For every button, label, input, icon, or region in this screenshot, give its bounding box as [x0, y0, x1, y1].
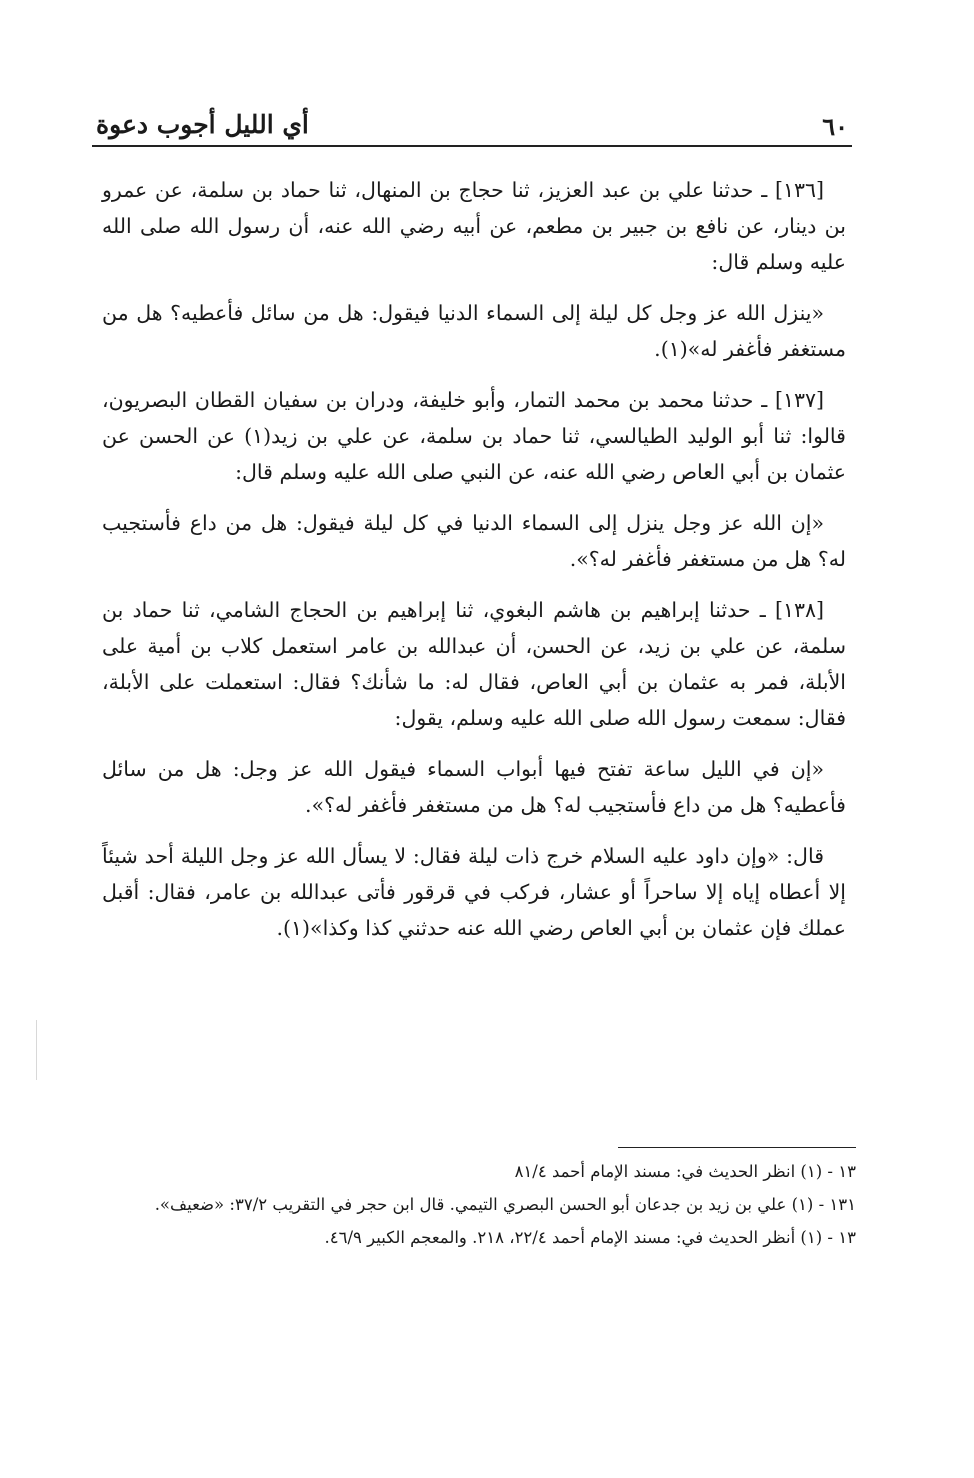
hadith-138-continuation: قال: «وإن داود عليه السلام خرج ذات ليلة فقال: لا يسأل الله عز وجل الليلة أحد شيئاً إلا أعطاه إياه إلا ساحراً أو عشار، فركب في قرقور فأتى عبدالله بن عامر، فقال: أقبل عملك فإن عثمان بن أبي العاص رضي الله عنه حدثني كذا وكذا»(١).	[102, 844, 846, 940]
hadith-136-matn: «ينزل الله عز وجل كل ليلة إلى السماء الدنيا فيقول: هل من سائل فأعطيه؟ هل من مستغفر فأغفر له»(١).	[102, 301, 846, 361]
scan-margin-mark	[36, 1020, 37, 1080]
hadith-137-isnad: [١٣٧] ـ حدثنا محمد بن محمد التمار، وأبو خليفة، ودران بن سفيان القطان البصريون، قالوا: ثنا أبو الوليد الطيالسي، ثنا حماد بن سلمة، عن علي بن زيد(١) عن الحسن عن عثمان بن أبي العاص رضي الله عنه، عن النبي صلى الله عليه وسلم قال:	[102, 388, 846, 484]
hadith-138-isnad: [١٣٨] ـ حدثنا إبراهيم بن هاشم البغوي، ثنا إبراهيم بن الحجاج الشامي، ثنا حماد بن سلمة، عن علي بن زيد، عن الحسن، أن عبدالله بن عامر استعمل كلاب بن أمية على الأبلة، فمر به عثمان بن أبي العاص، فقال له: ما شأنك؟ فقال: استعملت على الأبلة، فقال: سمعت رسول الله صلى الله عليه وسلم، يقول:	[102, 598, 846, 730]
header-rule	[92, 145, 852, 147]
hadith-136-isnad: [١٣٦] ـ حدثنا علي بن عبد العزيز، ثنا حجاج بن المنهال، ثنا حماد بن سلمة، عن عمرو بن دينار، عن نافع بن جبير بن مطعم، عن أبيه رضي الله عنه، أن رسول الله صلى الله عليه وسلم قال:	[102, 178, 846, 274]
page-header	[96, 108, 848, 148]
footnote-rule	[618, 1147, 856, 1148]
footnote-2: ١٣١ - (١) علي بن زيد بن جدعان أبو الحسن البصري التيمي. قال ابن حجر في التقريب ٣٧/٢: «ضعيف».	[154, 1195, 856, 1214]
running-title: أي الليل أجوب دعوة	[96, 110, 309, 139]
hadith-138-matn: «إن في الليل ساعة تفتح فيها أبواب السماء فيقول الله عز وجل: هل من سائل فأعطيه؟ هل من داع فأستجيب له؟ هل من مستغفر فأغفر له؟».	[102, 757, 846, 817]
footnotes	[110, 1158, 856, 1257]
footnote-3: ١٣ - (١) أنظر الحديث في: مسند الإمام أحمد ٢٢/٤، ٢١٨. والمعجم الكبير ٤٦/٩.	[324, 1228, 856, 1247]
main-text	[102, 172, 846, 959]
page-number: ٦٠	[822, 112, 848, 141]
footnote-1: ١٣ - (١) انظر الحديث في: مسند الإمام أحمد ٨١/٤	[514, 1162, 856, 1181]
hadith-137-matn: «إن الله عز وجل ينزل إلى السماء الدنيا في كل ليلة فيقول: هل من داع فأستجيب له؟ هل من مستغفر فأغفر له؟».	[102, 511, 846, 571]
